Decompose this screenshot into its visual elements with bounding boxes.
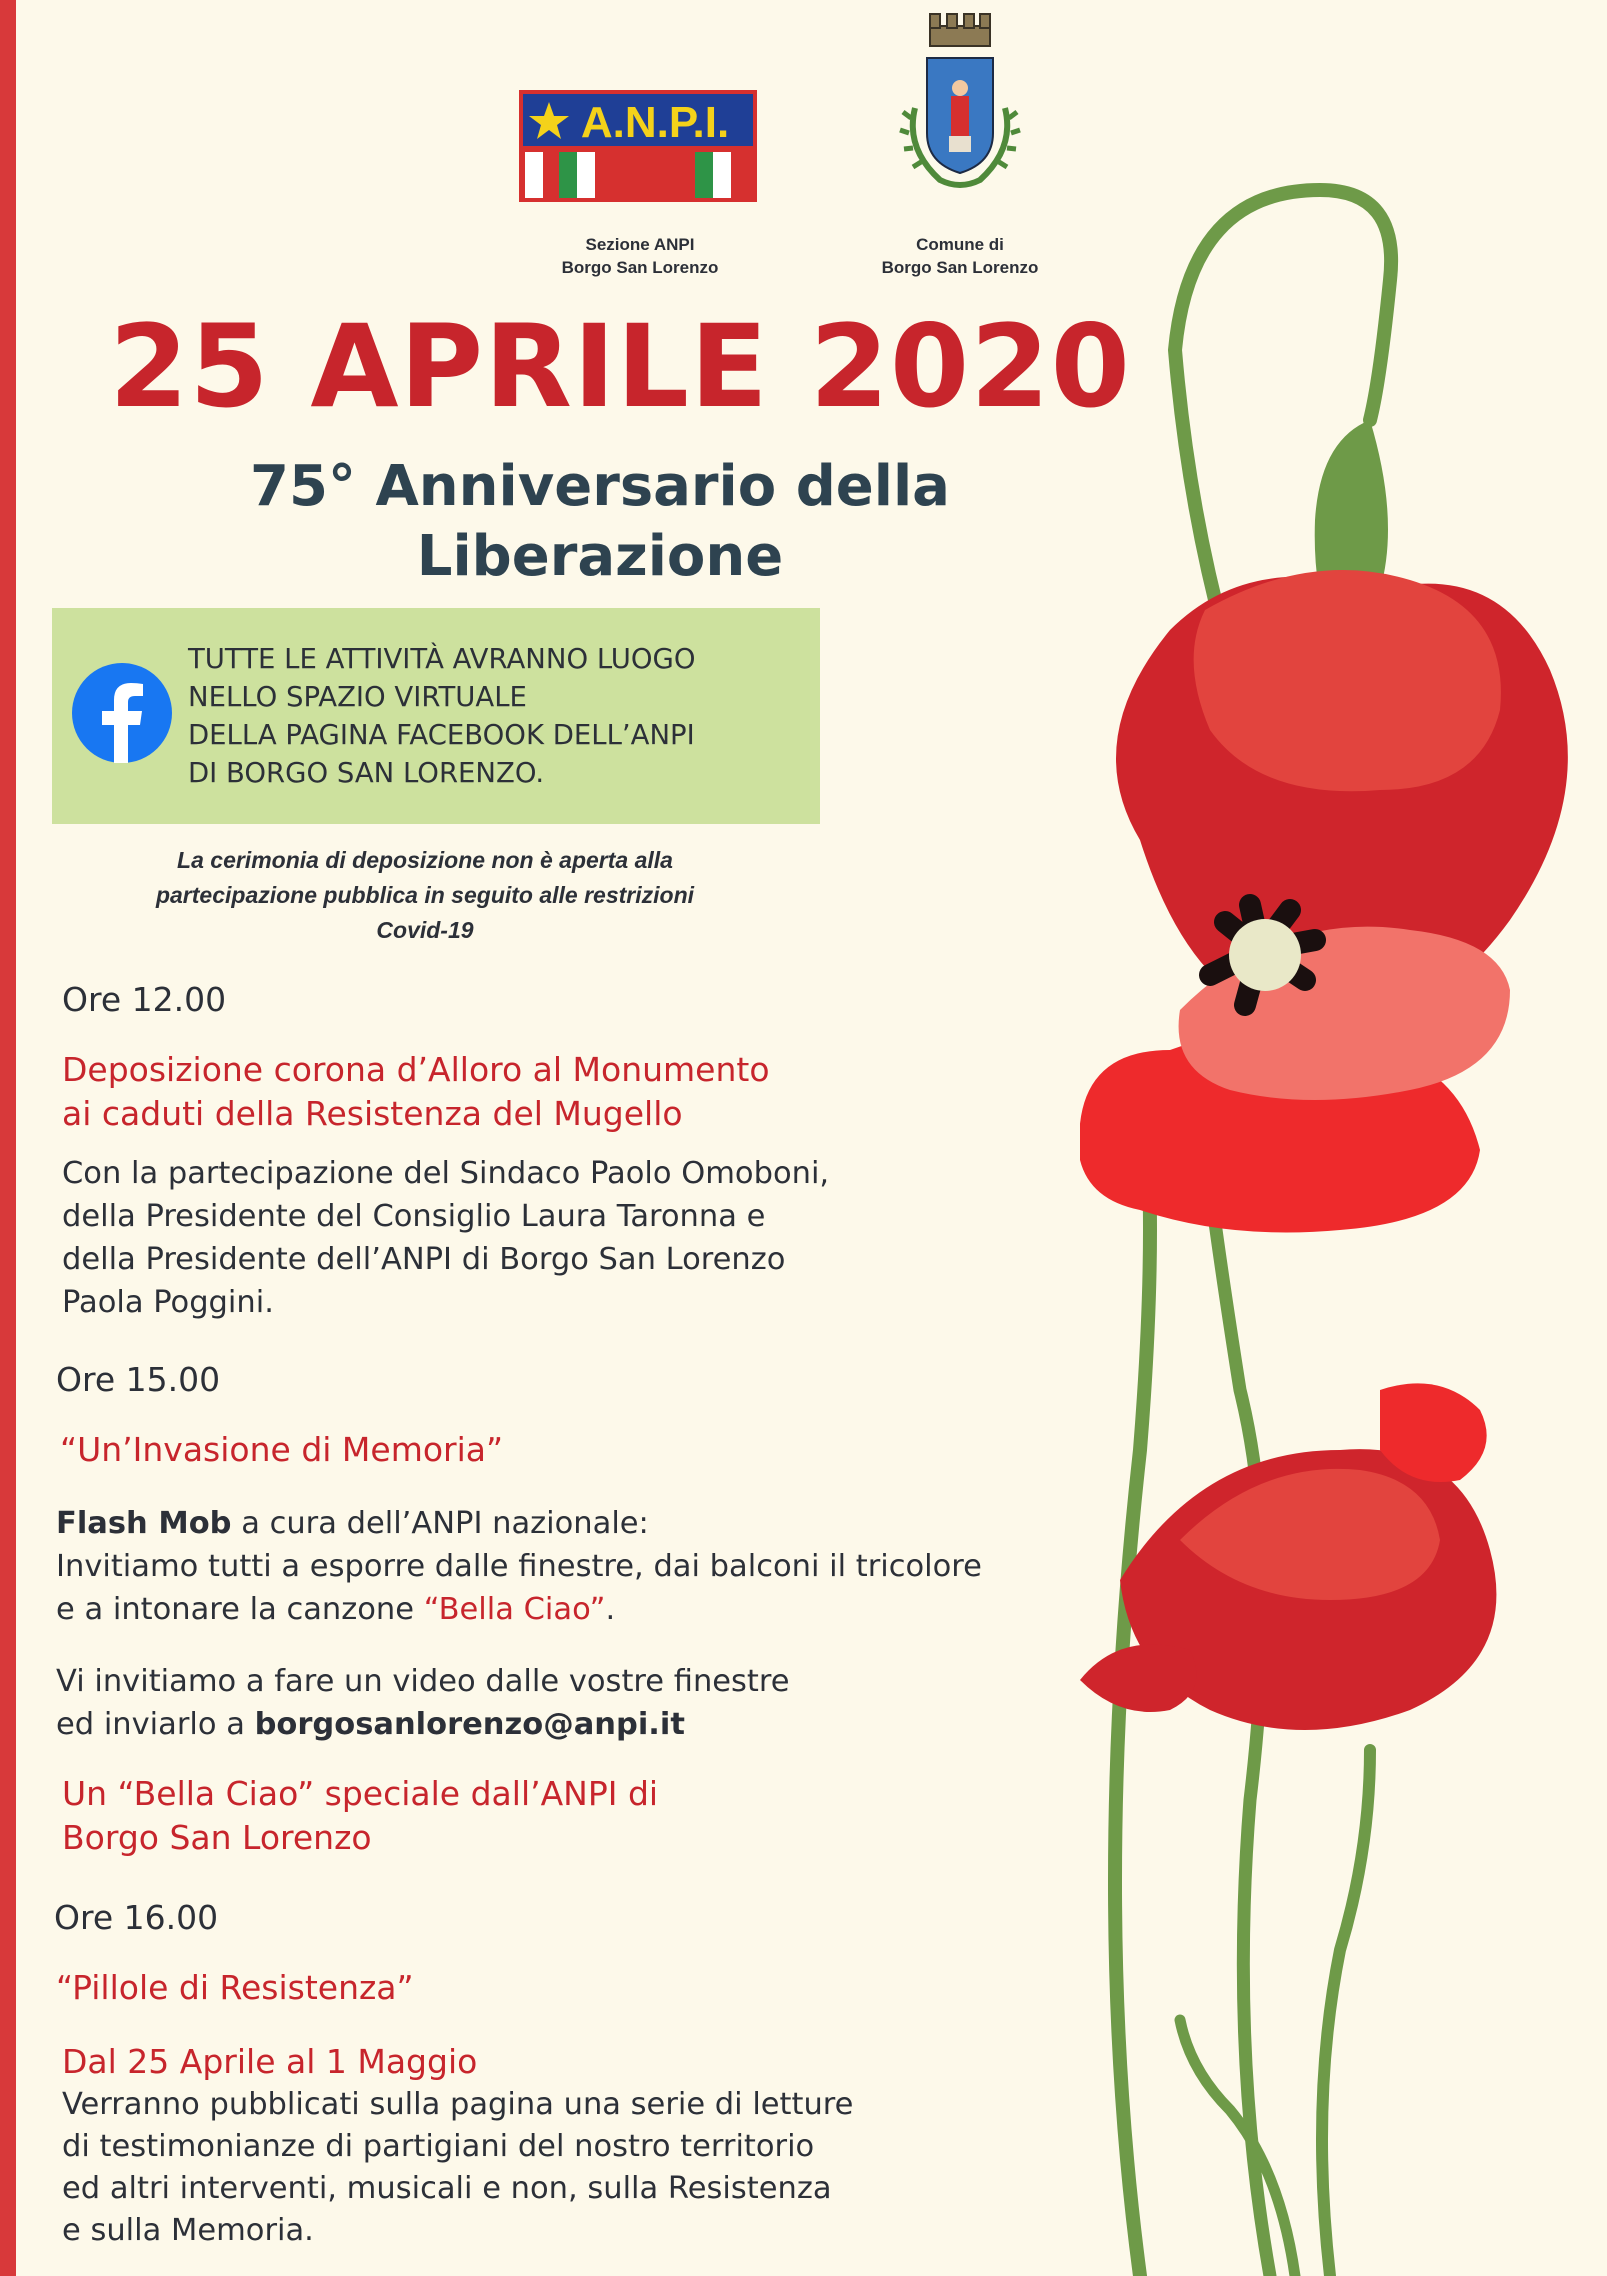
event-3-desc-line: di testimonianze di partigiani del nostro territorio [62, 2129, 815, 2164]
comune-caption-line: Borgo San Lorenzo [881, 258, 1039, 277]
event-1-desc-line: Paola Poggini. [62, 1285, 274, 1320]
event-3-desc-line: ed altri interventi, musicali e non, sulla Resistenza [62, 2171, 832, 2206]
facebook-icon[interactable] [72, 663, 172, 763]
song-name: “Bella Ciao” [423, 1592, 606, 1627]
special-line: Borgo San Lorenzo [62, 1818, 372, 1857]
notice-line: Covid-19 [376, 917, 474, 943]
left-border-bar [0, 0, 16, 2276]
song-suffix: . [605, 1592, 616, 1627]
subtitle-line-1: 75° Anniversario della [250, 454, 950, 519]
poppy-illustration [1080, 150, 1607, 2276]
event-1-description [62, 1152, 829, 1324]
event-2-video [56, 1660, 790, 1746]
facebook-info-line: DELLA PAGINA FACEBOOK DELL’ANPI [188, 719, 695, 751]
event-3-dates: Dal 25 Aprile al 1 Maggio [62, 2042, 478, 2081]
event-1-title [62, 1048, 770, 1136]
comune-crest-icon [885, 8, 1035, 208]
facebook-info-text [188, 640, 813, 792]
send-prefix: ed inviarlo a [56, 1707, 255, 1742]
event-3-desc-line: Verranno pubblicati sulla pagina una serie di letture [62, 2087, 854, 2122]
notice-line: partecipazione pubblica in seguito alle restrizioni [155, 882, 695, 908]
invite-line: Invitiamo tutti a esporre dalle finestre, dai balconi il tricolore [56, 1549, 982, 1584]
event-1-time: Ore 12.00 [62, 980, 227, 1019]
event-2-special [62, 1772, 658, 1860]
event-3-time: Ore 16.00 [54, 1898, 219, 1937]
event-1-desc-line: della Presidente del Consiglio Laura Taronna e [62, 1199, 766, 1234]
comune-caption [840, 233, 1080, 279]
event-2-time: Ore 15.00 [56, 1360, 221, 1399]
send-line [56, 1703, 790, 1746]
poppy-large-icon [1080, 570, 1568, 1233]
anpi-caption-line: Sezione ANPI [585, 235, 695, 254]
crown-icon [930, 14, 990, 46]
main-title: 25 APRILE 2020 [109, 300, 1131, 433]
flashmob-label: Flash Mob [56, 1506, 232, 1541]
event-3-desc-line: e sulla Memoria. [62, 2213, 314, 2248]
comune-caption-line: Comune di [916, 235, 1004, 254]
flashmob-line [56, 1502, 982, 1545]
facebook-info-line: NELLO SPAZIO VIRTUALE [188, 681, 527, 713]
song-prefix: e a intonare la canzone [56, 1592, 424, 1627]
event-3-title: “Pillole di Resistenza” [56, 1968, 414, 2007]
event-1-title-line: Deposizione corona d’Alloro al Monumento [62, 1050, 770, 1089]
subtitle-line-2: Liberazione [416, 524, 784, 589]
event-1-title-line: ai caduti della Resistenza del Mugello [62, 1094, 683, 1133]
subtitle [120, 452, 1080, 592]
email-link[interactable]: borgosanlorenzo@anpi.it [254, 1707, 685, 1742]
notice-line: La cerimonia di deposizione non è aperta alla [177, 847, 673, 873]
anpi-logo [519, 90, 757, 202]
event-1-desc-line: Con la partecipazione del Sindaco Paolo Omoboni, [62, 1156, 830, 1191]
covid-notice [100, 843, 750, 948]
song-line [56, 1588, 982, 1631]
facebook-info-line: TUTTE LE ATTIVITÀ AVRANNO LUOGO [188, 643, 696, 675]
event-1-desc-line: della Presidente dell’ANPI di Borgo San Lorenzo [62, 1242, 786, 1277]
video-line: Vi invitiamo a fare un video dalle vostre finestre [56, 1664, 790, 1699]
event-2-flashmob [56, 1502, 982, 1631]
special-line: Un “Bella Ciao” speciale dall’ANPI di [62, 1774, 659, 1813]
anpi-logo-text: A.N.P.I. [580, 98, 730, 147]
event-3-description [62, 2084, 853, 2252]
facebook-info-line: DI BORGO SAN LORENZO. [188, 757, 545, 789]
anpi-caption [520, 233, 760, 279]
flashmob-rest: a cura dell’ANPI nazionale: [231, 1506, 649, 1541]
anpi-caption-line: Borgo San Lorenzo [561, 258, 719, 277]
event-2-title: “Un’Invasione di Memoria” [60, 1430, 504, 1469]
